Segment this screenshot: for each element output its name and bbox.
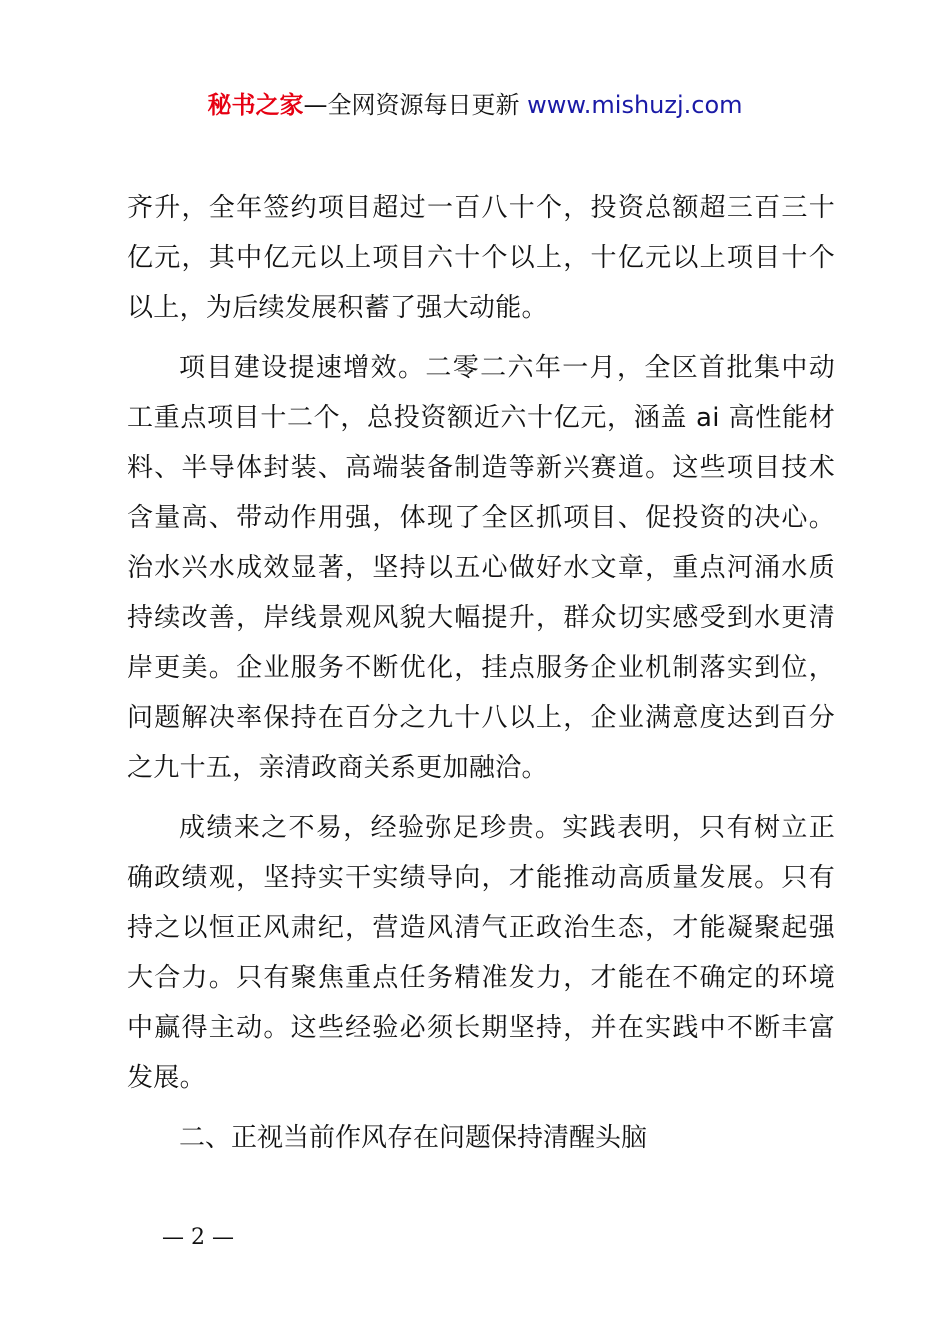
page-header <box>0 88 950 122</box>
website-url[interactable]: www.mishuzj.com <box>527 91 743 119</box>
header-tagline: —全网资源每日更新 <box>303 91 528 119</box>
paragraph-project-construction: 项目建设提速增效。二零二六年一月，全区首批集中动工重点项目十二个，总投资额近六十亿元，涵盖 ai 高性能材料、半导体封装、高端装备制造等新兴赛道。这些项目技术含量高、带动作用强，体现了全区抓项目、促投资的决心。治水兴水成效显著，坚持以五心做好水文章，重点河涌水质持续改善，岸线景观风貌大幅提升，群众切实感受到水更清岸更美。企业服务不断优化，挂点服务企业机制落实到位，问题解决率保持在百分之九十八以上，企业满意度达到百分之九十五，亲清政商关系更加融洽。 <box>127 353 835 783</box>
document-body <box>127 183 835 1163</box>
section-heading: 二、正视当前作风存在问题保持清醒头脑 <box>179 1123 648 1153</box>
page-number: — 2 — <box>162 1225 234 1250</box>
brand-name: 秘书之家 <box>207 91 304 119</box>
paragraph-continued: 齐升，全年签约项目超过一百八十个，投资总额超三百三十亿元，其中亿元以上项目六十个以上，十亿元以上项目十个以上，为后续发展积蓄了强大动能。 <box>127 193 835 323</box>
paragraph-experience: 成绩来之不易，经验弥足珍贵。实践表明，只有树立正确政绩观，坚持实干实绩导向，才能推动高质量发展。只有持之以恒正风肃纪，营造风清气正政治生态，才能凝聚起强大合力。只有聚焦重点任务精准发力，才能在不确定的环境中赢得主动。这些经验必须长期坚持，并在实践中不断丰富发展。 <box>127 813 835 1093</box>
